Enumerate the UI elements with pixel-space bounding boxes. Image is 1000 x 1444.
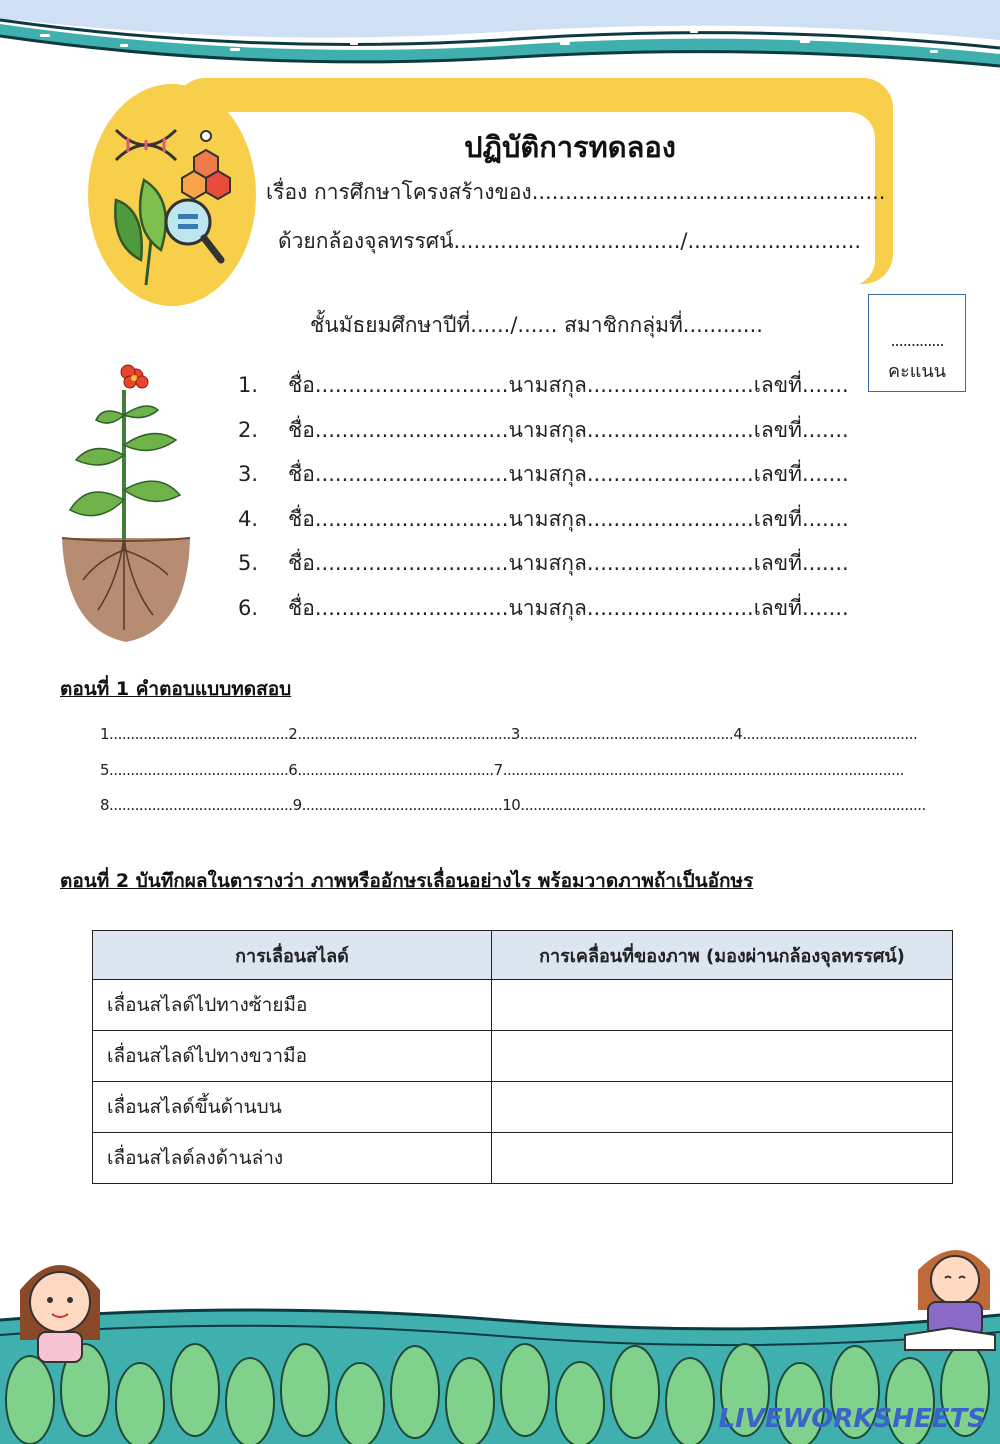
column-header: การเคลื่อนที่ของภาพ (มองผ่านกล้องจุลทรรศน์) bbox=[492, 931, 953, 980]
class-group-line: ชั้นมัธยมศึกษาปีที่....../...... สมาชิกกลุ่มที่............ bbox=[310, 313, 763, 337]
slide-action-cell: เลื่อนสไลด์ขึ้นด้านบน bbox=[93, 1082, 492, 1133]
slide-movement-table bbox=[92, 930, 953, 1184]
member-row: 3. ชื่อ.............................นามสกุล.........................เลขที่....... bbox=[238, 462, 849, 486]
score-blank: ............. bbox=[890, 331, 944, 350]
microscope-line: ด้วยกล้องจุลทรรศน์................................../.......................... bbox=[278, 229, 862, 253]
image-movement-cell[interactable] bbox=[492, 1082, 953, 1133]
column-header: การเลื่อนสไลด์ bbox=[93, 931, 492, 980]
member-row: 6. ชื่อ.............................นามสกุล.........................เลขที่....... bbox=[238, 596, 849, 620]
part1-heading: ตอนที่ 1 คำตอบแบบทดสอบ bbox=[60, 678, 292, 700]
image-movement-cell[interactable] bbox=[492, 980, 953, 1031]
table-row bbox=[93, 1133, 953, 1184]
girl-right-icon bbox=[905, 1250, 995, 1350]
slide-action-cell: เลื่อนสไลด์ไปทางซ้ายมือ bbox=[93, 980, 492, 1031]
image-movement-cell[interactable] bbox=[492, 1133, 953, 1184]
answer-row[interactable]: 1..........................................2..................................................3..................................................4......................................... bbox=[100, 725, 918, 743]
member-row: 5. ชื่อ.............................นามสกุล.........................เลขที่....... bbox=[238, 551, 849, 575]
table-row bbox=[93, 1082, 953, 1133]
page-title: ปฏิบัติการทดลอง bbox=[464, 130, 676, 164]
score-box[interactable] bbox=[868, 294, 966, 392]
slide-action-cell: เลื่อนสไลด์ลงด้านล่าง bbox=[93, 1133, 492, 1184]
table-row bbox=[93, 1031, 953, 1082]
slide-action-cell: เลื่อนสไลด์ไปทางขวามือ bbox=[93, 1031, 492, 1082]
score-label: คะแนน bbox=[888, 361, 946, 382]
plant-illustration bbox=[58, 360, 194, 645]
top-wave-decoration bbox=[0, 0, 1000, 70]
science-icon bbox=[106, 120, 236, 290]
part2-heading: ตอนที่ 2 บันทึกผลในตารางว่า ภาพหรืออักษรเลื่อนอย่างไร พร้อมวาดภาพถ้าเป็นอักษร bbox=[60, 870, 754, 892]
answer-row[interactable]: 8...........................................9...............................................10............................................................................................... bbox=[100, 796, 926, 814]
table-row bbox=[93, 980, 953, 1031]
image-movement-cell[interactable] bbox=[492, 1031, 953, 1082]
member-row: 1. ชื่อ.............................นามสกุล.........................เลขที่....... bbox=[238, 373, 849, 397]
liveworksheets-watermark: LIVEWORKSHEETS bbox=[718, 1404, 986, 1434]
member-row: 4. ชื่อ.............................นามสกุล.........................เลขที่....... bbox=[238, 507, 849, 531]
table-header-row bbox=[93, 931, 953, 980]
subject-line: เรื่อง การศึกษาโครงสร้างของ..................................................... bbox=[266, 180, 886, 204]
member-row: 2. ชื่อ.............................นามสกุล.........................เลขที่....... bbox=[238, 418, 849, 442]
answer-row[interactable]: 5..........................................6..............................................7.............................................................................................. bbox=[100, 761, 904, 779]
